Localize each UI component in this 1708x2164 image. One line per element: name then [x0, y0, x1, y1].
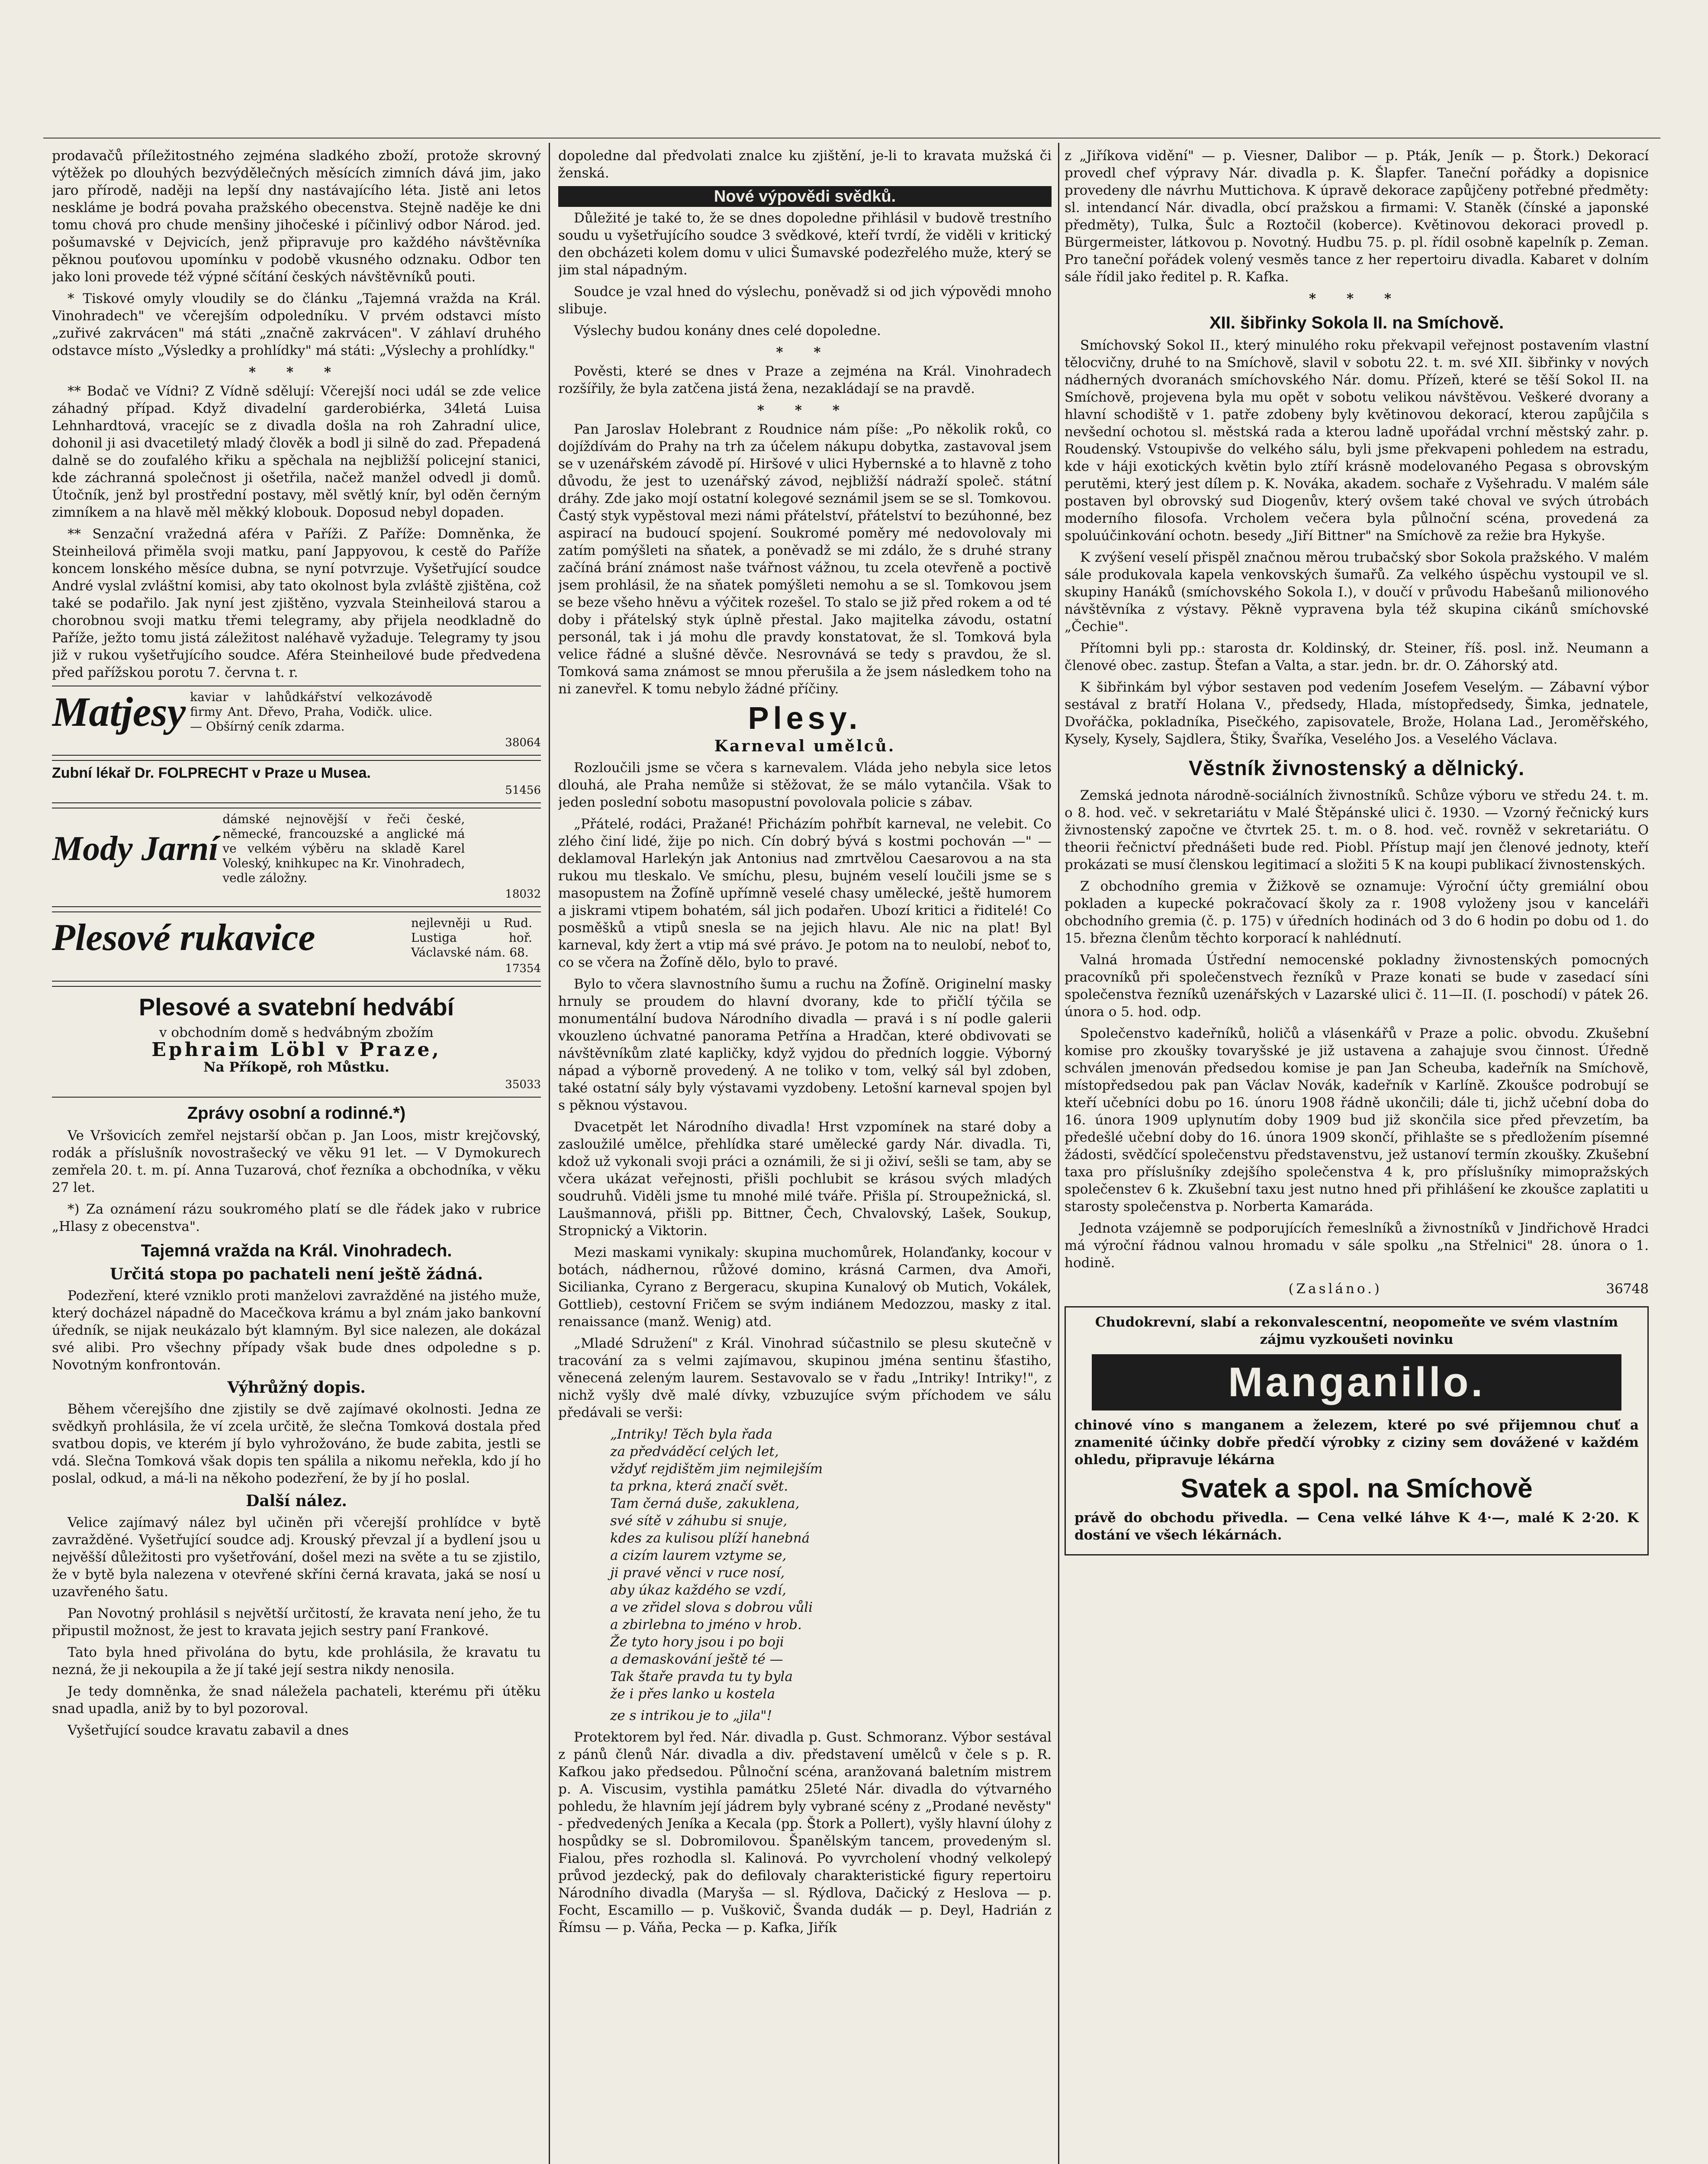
- separator-stars: * * *: [757, 403, 853, 418]
- ad-manganillo-price: právě do obchodu přivedla. — Cena velké láhve K 4·—, malé K 2·20. K dostání ve všech lékárnách.: [1074, 1510, 1639, 1543]
- article-svedci-p1: Důležité je také to, že se dnes dopoledne přihlásil v budově trestního soudu u vyšetřujícího soudce 3 svědkové, kteří tvrdí, že viděli v kritický den obcházeti kolem domu v ulici Šumavské podezřelého muže, který se jim stal nápadným.: [558, 210, 1052, 278]
- column-rule-1: [549, 143, 550, 2164]
- ad-matjesy-title: Matjesy: [52, 689, 186, 735]
- ad-manganillo-intro: Chudokrevní, slabí a rekonvalescentní, neopomeňte ve svém vlastním zájmu vyzkoušeti novinku: [1095, 1314, 1618, 1347]
- ad-number: 38064: [505, 736, 541, 749]
- article-zpravy-osobni: Ve Vršovicích zemřel nejstarší občan p. Jan Loos, mistr krejčovský, rodák a příslušník novostrašecký ve věku 91 let. — V Dymokurech zemřela 20. t. m. pí. Anna Tuzarová, choť řezníka a obchodníka, v věku 27 let.: [52, 1128, 541, 1195]
- ad-hedvabi-title: Plesové a svatební hedvábí: [138, 993, 454, 1021]
- column-2: [558, 147, 1052, 2164]
- ad-matjesy: [52, 686, 541, 756]
- article-continued: dopoledne dal předvolati znalce ku zjištění, je-li to kravata mužská či ženská.: [558, 148, 1052, 181]
- section-heading-zpravy: Zprávy osobní a rodinné.*): [187, 1104, 406, 1123]
- article-karneval-p5: Mezi maskami vynikaly: skupina muchomůrek, Holanďanky, kocour v botách, nádhernou, růžové domino, krásná Carmen, dva Amoři, Sicilianka, Cyrano z Bergeracu, skupina Kunalový ob Mutich, Vokálek, Gottlieb), cestovní Fričem se svým indiánem Medozzou, masky z ital. renaissance (manž. Wenig) atd.: [558, 1245, 1052, 1330]
- separator-stars: * *: [776, 345, 834, 360]
- ad-number: 17354: [505, 962, 541, 975]
- ad-zubni-lekar: [52, 760, 541, 803]
- ad-hedvabi: [52, 986, 541, 1098]
- subheading-nalez: Další nález.: [246, 1492, 347, 1510]
- article-vrazda-p1: Podezření, které vzniklo proti manželovi zavražděné na jistého muže, který docházel nápadně do Macečkova krámu a byl znám jako bankovní úředník, se nijak neukázalo být klamným. Byl sice nalezen, ale dokázal své alibi. Pro všechny případy však bude dnes odpoledne s p. Novotným konfrontován.: [52, 1288, 541, 1373]
- article-karneval-end: z „Jiříkova vidění" — p. Viesner, Dalibor — p. Pták, Jeník — p. Štork.) Dekorací provedl chef výpravy Nár. divadla p. K. Šlapfer. Taneční pořádky a dopisnice provedeny dle návrhu Muttichova. K úpravě dekorace zapůjčeny potřebné předměty: sl. intendancí Nár. divadla, obcí pražskou a firmami: V. Staněk (čínské a japonské předměty), Tulka, Šulc a Roztočil (koberce). Květinovou dekoraci provedl p. Bürgermeister, látkovou p. Novotný. Hudbu 75. p. pl. řídil osobně kapelník p. Zeman. Pro taneční pořádek volený vesměs tance z her repertoiru divadla. Kabaret v dolním sále řídil jako ředitel p. R. Kafka.: [1065, 148, 1649, 285]
- zaslano-line: [1065, 1280, 1649, 1298]
- article-vestnik-p1: Zemská jednota národně-sociálních živnostníků. Schůze výboru ve středu 24. t. m. o 8. hod. več. v sekretariátu v Malé Štěpánské ulici č. 1930. — Vzorný řečnický kurs živnostenský započne ve čtvrtek 25. t. m. o 8. hod. več. rovněž v sekretariátu. O theorii řečnictví přednášeti bude red. Piobl. Přístup mají jen členové jednoty, kteří prokázati se musí členskou legitimací a složiti 5 K na koupi publikací živnostenských.: [1065, 788, 1649, 873]
- article-vestnik-p5: Jednota vzájemně se podporujících řemeslníků a živnostníků v Jindřichově Hradci má výroční řádnou valnou hromadu v sále spolku „na Střelnici" 28. února o 1. hodině.: [1065, 1220, 1649, 1271]
- poem-intriky: „Intriky! Těch byla řada za předváděcí celých let, vždyť rejdištěm jim nejmilejším ta prkna, která značí svět. Tam černá duše, zakuklena, své sítě v záhubu si snuje, kdes za kulisou plíží hanebná a cizím laurem vztyme se, ji pravé věnci v ruce nosí, aby úkaz každého se vzdí, a ve zřidel slova s dobrou vůli a zbirlebna to jméno v hrob. Že tyto hory jsou i po boji a demaskování ještě té — Tak štaře pravda tu ty byla že i přes lanko u kostela: [610, 1427, 823, 1702]
- article-sokol-p3: Přítomni byli pp.: starosta dr. Koldinský, dr. Steiner, říš. posl. inž. Neumann a členové obec. zastup. Štefan a Valta, a star. jedn. br. dr. O. Záhorský atd.: [1065, 641, 1649, 673]
- ad-hedvabi-address: Na Příkopě, roh Můstku.: [203, 1059, 389, 1075]
- article-karneval-p4: Dvacetpět let Národního divadla! Hrst vzpomínek na staré doby a zasloužilé umělce, přehlídka staré umělecké gardy Nár. divadla. Ti, kdož už vykonali svoji práci a oznámili, že si ji oživí, sešli se tam, aby se včera ukázat veřejnosti, přišli pochlubit se krásou svých mladých soudruhů. Viděli jsme tu mnohé milé tváře. Přišla pí. Stroupežnická, sl. Laušmannová, přišli pp. Bittner, Čech, Chvalovský, Lašek, Soukup, Stropnický a Viktorin.: [558, 1119, 1052, 1239]
- article-pout-end: prodavačů příležitostného zejména sladkého zboží, protože skrovný výtěžek po dlouhých bezvýdělečných měsících zimních dává jim, jako jaro přírodě, naději na lepší dny nastávajícího léta. Jistě ani letos neskláme je bodrá povaha pražského obecenstva. Stejně naděje ke dni tomu chová pro chude menšiny jihočeské i píčinlivý odbor Národ. jed. pošumavské v Dejvicích, jenž připravuje pro každého návštěvníka pěknou pouťovou upomínku v podobě vkusného odznaku. Odbor ten jako loni provede též výpné sčítání českých návštěvníků pouti.: [52, 148, 541, 285]
- ad-manganillo-brand: Manganillo.: [1092, 1354, 1621, 1410]
- ad-manganillo: [1065, 1306, 1649, 1555]
- ad-mody-jarni: [52, 808, 541, 907]
- article-sokol-p1: Smíchovský Sokol II., který minulého roku překvapil veřejnost postavením vlastní tělocvičny, druhé to na Smíchově, slavil v sobotu 22. t. m. své XII. šibřinky v nových nádherných dvoranách smíchovského Nár. domu. Přízeň, které se těší Sokol II. na Smíchově, projevena byla mu opět v sobotu velikou návštěvou. Veškeré dvorany a hlavní schodiště v 1. patře zdobeny byly květinovou dekorací, kterou zapůjčila s nevšední ochotou sl. městská rada a kterou ladně upořádal vrchní městský zahr. p. Roudenský. Vstoupivše do velkého sálu, byli jsme překvapeni pohledem na estradu, kde v háji exotických květin bylo ztíří krásně modelovaného Pegasa s obrovským perutěmi, který jest dílem p. K. Nováka, akadem. sochaře z Vyšehradu. V malém sále postaven byl obrovský sud Diogenův, který ovšem také choval ve svých útrobách moderního filosofa. Vrcholem večera byla půlnoční scéna, provedená za spoluúčinkování ochotn. besedy „Jiří Bittner" na Smíchově za režie bra Hykyše.: [1065, 338, 1649, 544]
- subheading-svedku: Nové výpovědi svědků.: [558, 186, 1052, 207]
- ad-lekar-text: Zubní lékař Dr. FOLPRECHT v Praze u Musea.: [52, 765, 371, 781]
- ad-manganillo-firm: Svatek a spol. na Smíchově: [1180, 1474, 1533, 1504]
- column-3: [1065, 147, 1649, 2164]
- section-heading-vestnik: Věstník živnostenský a dělnický.: [1188, 757, 1525, 780]
- ad-number: 18032: [505, 888, 541, 901]
- ad-number: 51456: [505, 784, 541, 797]
- ad-hedvabi-line: v obchodním domě s hedvábným zbožím: [159, 1025, 434, 1040]
- article-nalez-p3: Tato byla hned přivolána do bytu, kde prohlásila, že kravatu tu nezná, že ji nekoupila a že jí také její sestra nikdy nenosila.: [52, 1645, 541, 1678]
- subheading-stopa: Určitá stopa po pachateli není ještě žádná.: [109, 1265, 483, 1283]
- ad-rukavice-text: nejlevněji u Rud. Lustiga hoř. Václavské nám. 68.: [411, 916, 532, 960]
- ad-matjesy-text: kaviar v lahůdkářství velkozávodě firmy Ant. Dřevo, Praha, Vodičk. ulice. — Obšírný ceník zdarma.: [190, 690, 433, 734]
- ad-plesove-rukavice: [52, 911, 541, 982]
- article-nalez-p2: Pan Novotný prohlásil s největší určitostí, že kravata není jeho, že tu připustil možnost, že jest to kravata jejich sestry paní Frankové.: [52, 1606, 541, 1639]
- section-heading-vrazda: Tajemná vražda na Král. Vinohradech.: [141, 1241, 452, 1260]
- poem-end: ze s intrikou je to „jila"!: [610, 1708, 772, 1723]
- article-svedci-p2: Soudce je vzal hned do výslechu, poněvadž si od jich výpovědi mnoho slibuje.: [558, 284, 1052, 317]
- ad-number: 35033: [505, 1078, 541, 1091]
- ad-number: 36748: [1606, 1281, 1649, 1297]
- subheading-dopis: Výhrůžný dopis.: [227, 1378, 366, 1397]
- article-holebrant: Pan Jaroslav Holebrant z Roudnice nám píše: „Po několik roků, co dojíždívám do Prahy na trh za účelem nákupu dobytka, zastavoval jsem se v uzenářském závodě pí. Hiršové v ulici Hybernské a to hlavně z toho důvodu, že jest to uzenářský závod, nejbližší nádraží společ. státní dráhy. Zde jako mojí ostatní kolegové seznámil jsem se se sl. Tomkovou. Častý styk vypěstoval mezi námi přátelství, přátelství to bezúhonné, bez aspirací na budoucí spojení. Soukromé poměry mé nedovolovaly mi zatím pomýšleti na sňatek, a poněvadž se mi zdálo, že s druhé strany začíná brání známost naše tvářnost vážnou, tu zcela otevřeně a poctivě jsem prohlásil, že na sňatek pomýšleti nemohu a se sl. Tomkovou jsem se beze všeho hněvu a výčitek rozešel. To stalo se již před rokem a od té doby i přátelský styk úplně přestal. Jako majitelka závodu, ostatní personál, tak i já mohu dle pravdy konstatovat, že sl. Tomková byla velice řádné a slušné děvče. Nesrovnává se tedy s pravdou, že sl. Tomková sama známost se mnou přerušila a že jsem následkem toho na ni zanevřel. K tomu nebylo žádné příčiny.: [558, 422, 1052, 697]
- subheading-karneval: Karneval umělců.: [714, 737, 896, 755]
- zaslano-label: (Zasláno.): [1288, 1281, 1382, 1297]
- separator-stars: * * *: [1309, 291, 1405, 306]
- separator-stars: * * *: [248, 364, 344, 380]
- article-karneval-p7: Protektorem byl řed. Nár. divadla p. Gust. Schmoranz. Výbor sestával z pánů členů Nár. divadla a div. představení umělců v čele s p. R. Kafkou jako předsedou. Půlnoční scéna, aranžovaná baletním mistrem p. A. Viscusim, vystihla památku 25leté Nár. divadla do výtvarného pohledu, že hlavním její jádrem byly vybrané scény z „Prodané nevěsty" - předvedených Jeníka a Kecala (pp. Štork a Pollert), vyšly hlavní úlohy z hospůdky se sl. Dobromilovou. Španělským tancem, provedeným sl. Fialou, přes rozhodla sl. Kalinová. Po vyvrcholení vhodný velkolepý průvod jezdecký, pak do defilovaly charakteristické figury repertoiru Národního divadla (Maryša — sl. Rýdlova, Dačický z Heslova — p. Focht, Escamillo — p. Vuškovič, Švanda dudák — p. Deyl, Hadrián z Římsu — p. Váňa, Pecka — p. Kafka, Jiřík: [558, 1729, 1052, 1935]
- column-1: [52, 147, 541, 2164]
- ad-manganillo-text: chinové víno s manganem a železem, které po své přijemnou chuť a znamenité účinky dobře předčí výrobky z ciziny sem dovážené v každém ohledu, připravuje lékárna: [1074, 1417, 1639, 1468]
- article-vrazda-pariz: ** Senzační vražedná aféra v Paříži. Z Paříže: Domněnka, že Steinheilová přiměla svoji matku, paní Jappyovou, k cestě do Paříže koncem lonského měsíce dubna, se nyní potvrzuje. Vyšetřující soudce André vyslal zvláštní komisi, aby tato okolnost byla zvláště zjištěna, což také se podařilo. Jak nyní jest zjištěno, vyzvala Steinheilová starou a chorobnou svoji matku třemi telegramy, aby přijela neodkladně do Paříže, ježto tomu jistá záležitost naléhavě vyžaduje. Telegramy ty jsou již v rukou vyšetřujícího soudce. Aféra Steinheilové bude předvedena před pařížskou porotu 7. června t. r.: [52, 526, 541, 680]
- footnote-zpravy: *) Za oznámení rázu soukromého platí se dle řádek jako v rubrice „Hlasy z obecenstva".: [52, 1201, 541, 1234]
- article-karneval-p6: „Mladé Sdružení" z Král. Vinohrad súčastnilo se plesu skutečně v tracování za s velmi zajímavou, skupinou jména sentinu šťastiho, věnecená zeleným laurem. Sestavovalo se v řadu „Intriky! Intriky!", z nichž vyšly dvě malé dívky, vzbuzujíce svým příchodem ve sálu předávali se verši:: [558, 1336, 1052, 1420]
- article-sokol-p2: K zvýšení veselí přispěl značnou měrou trubačský sbor Sokola pražského. V malém sále produkovala kapela venkovských šumařů. Za velkého úspěchu vystoupil ve sl. skupiny Hanáků (smíchovského Sokola I.), v doučí v průvodu Habešanů milionového návštěvníka z výstavy. Pěkně vypravena byla též skupina cikánů smíchovské „Čechie".: [1065, 550, 1649, 634]
- article-karneval-p1: Rozloučili jsme se včera s karnevalem. Vláda jeho nebyla sice letos dlouhá, ale Praha nemůže si stěžovat, že se málo vytančila. Však to jeden poslední sobotu masopustní povolovala policie s zábav.: [558, 760, 1052, 810]
- article-svedci-p3: Výslechy budou konány dnes celé dopoledne.: [574, 323, 881, 338]
- article-bodac-ve-vidni: ** Bodač ve Vídni? Z Vídně sdělují: Včerejší noci udál se zde velice záhadný případ. Když divadelní garderobiérka, 34letá Luisa Lehnhardtová, vracejíc se z divadla došla na roh Zahradní ulice, dohonil ji asi dvacetiletý mladý člověk a bodl ji silně do zad. Přepadená dalně se do zoufalého křiku a spěchala na nejbližší policejní stanici, kde záchranná společnost ji ošetřila, načež manžel odvedl ji domů. Útočník, jenž byl prostřední postavy, měl světlý knír, byl oděn černým zimníkem a na hlavě měl měkký klobouk. Doposud nebyl dopaden.: [52, 383, 541, 520]
- article-karneval-p2: „Přátelé, rodáci, Pražané! Přicházím pohřbít karneval, ne velebit. Co zlého činí lidé, žije po nich. Cín dobrý bývá s kostmi pochován —" — deklamoval Harlekýn jak Antonius nad zmrtvělou Caesarovou a na sta rukou mu tleskalo. Ve smíchu, plesu, bujném veselí loučili jsme se s masopustem na Žofíně upřímně veselé chasy umělecké, ještě humorem a jiskrami vtipem bohatém, sál jich podařen. Ubozí kritici a řiditelé! Co posměšků a vtipů snesla se na jejich hlavu. Ale nic na plat! Byl karneval, kdy žert a vtip má své právo. Je potom na to neulobí, neboť to, co se včera na Žofíně dělo, bylo to pravé.: [558, 816, 1052, 970]
- article-nalez-p1: Velice zajímavý nález byl učiněn při včerejší prohlídce v bytě zavražděné. Vyšetřující soudce adj. Krouský převzal jí a bydlení jsou u nejvěšší důležitosti pro vyšetřování, došel mezi na světe a tu se zjistilo, že v bytě byla nalezena v otevřené skříni černá kravata, jaká se nosí u uzavřeného šatu.: [52, 1515, 541, 1600]
- article-svedci-p4: Pověsti, které se dnes v Praze a zejména na Král. Vinohradech rozšířily, že byla zatčena jistá žena, nezakládají se na pravdě.: [558, 364, 1052, 396]
- article-vestnik-p3: Valná hromada Ústřední nemocenské pokladny živnostenských pomocných pracovníků při společenstvech řezníků v Praze konati se bude v zasedací síni společenstva řezníků uzenářských v Lazarské ulici č. 11—II. (I. poschodí) v pátek 26. února o 5. hod. odp.: [1065, 952, 1649, 1020]
- section-heading-sokol: XII. šibřinky Sokola II. na Smíchově.: [1209, 313, 1504, 332]
- article-nalez-p5: Vyšetřující soudce kravatu zabavil a dnes: [68, 1723, 349, 1738]
- article-vestnik-p4: Společenstvo kadeřníků, holičů a vlásenkářů v Praze a polic. obvodu. Zkušební komise pro zkoušky tovaryšské je již ustavena a zahajuje svou činnost. Úředně schválen jmenován předsedou komise je pan Jan Scheuba, kadeřník na Smíchově, místopředsedou pak pan Václav Novák, kadeřník v Karlíně. Zkoušce podrobují se kteří učebníci dobu po 16. únoru 1908 řádně ukončili; dále ti, jichž učební doba do 16. února 1909 uplynutím doby 1909 bud již skončila sice před převzetím, ba předešlé učební doby do 16. února 1909 skončí, přihlašte se s předložením písemné žádosti, svědčící společenstvu představenstvu, jež ustanoví termín zkoušky. Zkušební taxa pro příslušníky zdejšího společenstva 4 k, pro příslušníky mimopražských společenstev 6 k. Zkušební taxu jest nutno hned při přihlášení ke zkoušce zaplatiti u starosty společenstva p. Norberta Kamaráda.: [1065, 1026, 1649, 1214]
- article-nalez-p4: Je tedy domněnka, že snad náležela pachateli, kterému při útěku snad upadla, aniž by to byl pozoroval.: [52, 1684, 541, 1716]
- article-tiskove-omyly: * Tiskové omyly vloudily se do článku „Tajemná vražda na Král. Vinohradech" ve včerejším odpoledníku. V prvém odstavci místo „zuřivé zakrvácen" má státi „značně zakrvácen". V záhlaví druhého odstavce místo „Výsledky a prohlídky" má státi: „Výslechy a prohlídky.": [52, 291, 541, 358]
- column-rule-2: [1058, 143, 1059, 2164]
- article-karneval-p3: Bylo to včera slavnostního šumu a ruchu na Žofíně. Originelní masky hrnuly se proudem do hlavní dvorany, kde to přičlí týčila se monumentální budova Národního divadla — pravá i s ní podle galerii vkouzleno úchvatné panorama Petřína a Hradčan, které obdivovati se návštěvníkům zlaté kapličky, když vyjdou do předních loggie. Výborný nápad a výborně provedený. A ne toliko v tom, velký sál byl zdoben, také ostatní sály byly výstavami vyzdobeny. Letošní karneval spojen byl s pěknou výstavou.: [558, 976, 1052, 1113]
- article-vestnik-p2: Z obchodního gremia v Žižkově se oznamuje: Výroční účty gremiální obou pokladen a kupecké pokračovací školy za r. 1908 vyloženy jsou v kanceláři obchodního gremia (č. p. 175) v úředních hodinách od 3 do 6 hodin po dobu od 1. do 15. března členům těchto korporací k nahlédnutí.: [1065, 879, 1649, 946]
- ad-rukavice-title: Plesové rukavice: [52, 917, 315, 959]
- article-dopis: Během včerejšího dne zjistily se dvě zajímavé okolnosti. Jedna ze svědkyň prohlásila, že ví zcela určitě, že slečna Tomková dostala před svatbou dopis, ve kterém jí bylo vyhrožováno, že bude zabita, jestli se vdá. Slečna Tomková však dopis ten spálila a nikomu neřekla, kdo jí ho poslal, odkud, a má-li na někoho podezření, že by jí ho poslal.: [52, 1401, 541, 1486]
- ad-mody-text: dámské nejnovější v řeči české, německé, francouzské a anglické má ve velkém výběru na skladě Karel Voleský, knihkupec na Kr. Vinohradech, vedle záložny.: [222, 812, 465, 885]
- article-sokol-p4: K šibřinkám byl výbor sestaven pod vedením Josefem Veselým. — Zábavní výbor sestával z bratří Holana V., předsedy, Hlada, místopředsedy, Šimka, jednatele, Dvořáčka, pokladníka, Pisečkého, zapisovatele, Brože, Holana Lad., Jeroměřského, Kysely, Kysely, Sajdlera, Štiky, Švaříka, Veselého Jos. a Veselého Václava.: [1065, 679, 1649, 747]
- ad-hedvabi-firm: Ephraim Löbl v Praze,: [151, 1039, 441, 1061]
- section-heading-plesy: Plesy.: [748, 701, 862, 736]
- ad-mody-title: Mody Jarní: [52, 830, 219, 868]
